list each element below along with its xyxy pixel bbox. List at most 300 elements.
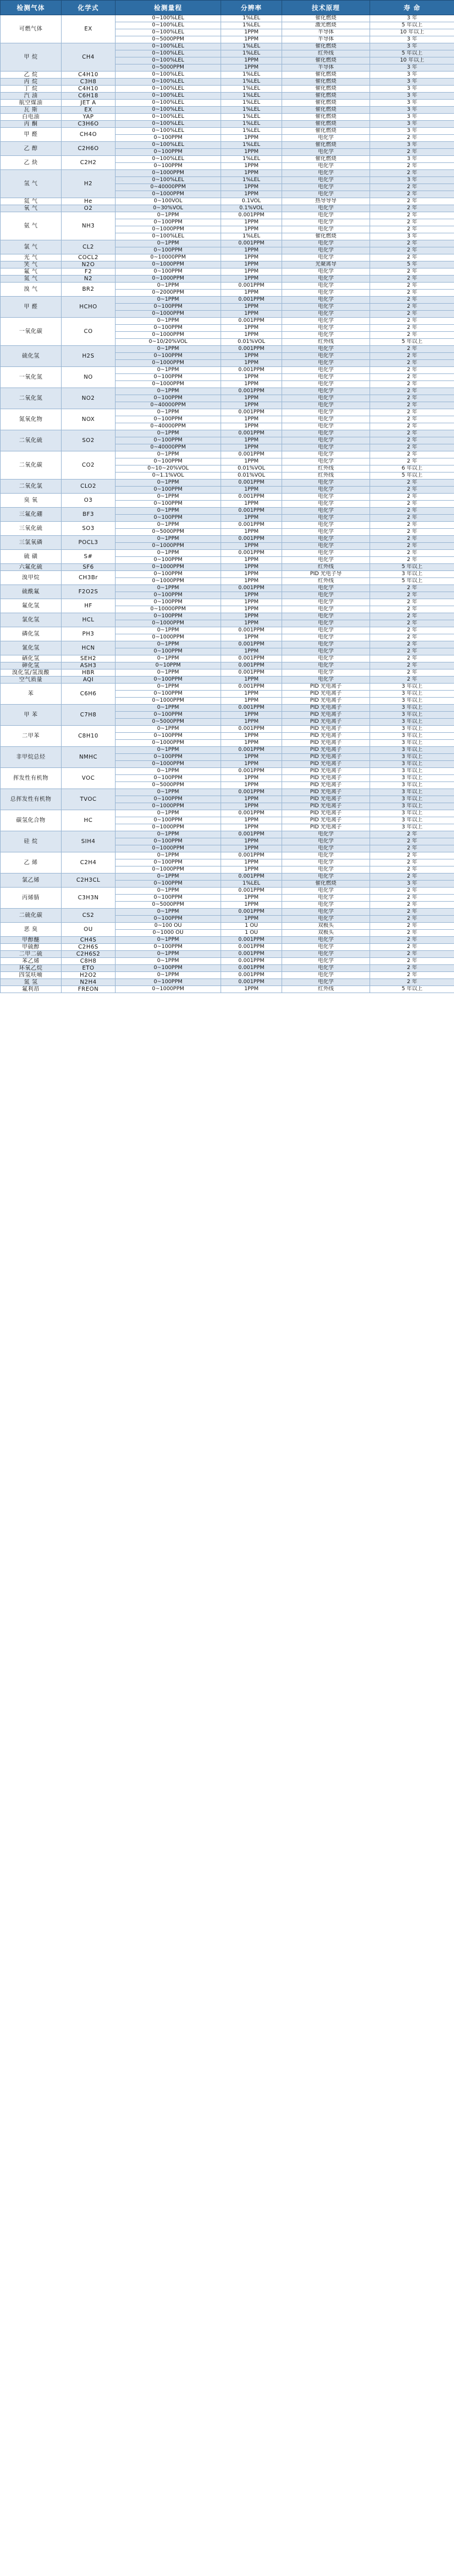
- cell-range: 0~1000PPM: [116, 311, 221, 318]
- cell-technology: 电化学: [282, 170, 370, 177]
- cell-technology: 电化学: [282, 944, 370, 951]
- cell-technology: PID 光电离子: [282, 775, 370, 782]
- cell-gas-name: 恶 臭: [1, 923, 62, 937]
- cell-gas-name: 氮氧化物: [1, 409, 62, 430]
- cell-technology: 电化学: [282, 444, 370, 451]
- cell-range: 0~1PPM: [116, 480, 221, 487]
- cell-resolution: 1PPM: [221, 149, 282, 156]
- cell-formula: OU: [62, 923, 116, 937]
- cell-gas-name: 甲 苯: [1, 705, 62, 726]
- cell-technology: 催化燃烧: [282, 15, 370, 22]
- table-row: [1, 789, 454, 796]
- table-row: [1, 346, 454, 353]
- cell-lifetime: 2 年: [370, 318, 454, 325]
- cell-resolution: 0.001PPM: [221, 494, 282, 501]
- table-row: [1, 641, 454, 648]
- cell-gas-name: 氯 气: [1, 240, 62, 254]
- cell-lifetime: 3 年: [370, 93, 454, 100]
- cell-lifetime: 2 年: [370, 170, 454, 177]
- cell-lifetime: 2 年: [370, 515, 454, 522]
- cell-formula: CH4: [62, 43, 116, 72]
- cell-resolution: 1PPM: [221, 866, 282, 874]
- cell-technology: 电化学: [282, 325, 370, 332]
- cell-range: 0~100%LEL: [116, 128, 221, 135]
- cell-range: 0~100%LEL: [116, 72, 221, 79]
- cell-gas-name: 甲醇醚: [1, 937, 62, 944]
- cell-technology: PID 光电离子: [282, 747, 370, 754]
- cell-resolution: 1PPM: [221, 796, 282, 803]
- cell-formula: C2H6O: [62, 142, 116, 156]
- cell-resolution: 1PPM: [221, 515, 282, 522]
- table-row: [1, 670, 454, 677]
- cell-lifetime: 3 年: [370, 128, 454, 135]
- cell-technology: 电化学: [282, 318, 370, 325]
- cell-range: 0~1000PPM: [116, 226, 221, 233]
- cell-gas-name: 硫化氢: [1, 346, 62, 367]
- cell-resolution: 0.001PPM: [221, 212, 282, 219]
- cell-gas-name: 氟 气: [1, 269, 62, 276]
- cell-lifetime: 3 年以上: [370, 705, 454, 712]
- cell-technology: 电化学: [282, 191, 370, 198]
- cell-range: 0~1000PPM: [116, 698, 221, 705]
- cell-lifetime: 2 年: [370, 494, 454, 501]
- cell-resolution: 1PPM: [221, 895, 282, 902]
- cell-gas-name: 航空煤油: [1, 100, 62, 107]
- cell-lifetime: 2 年: [370, 304, 454, 311]
- cell-technology: 电化学: [282, 965, 370, 972]
- cell-resolution: 1PPM: [221, 395, 282, 402]
- cell-technology: 电化学: [282, 304, 370, 311]
- cell-technology: 电化学: [282, 247, 370, 254]
- cell-lifetime: 2 年: [370, 290, 454, 297]
- cell-formula: C3H6O: [62, 121, 116, 128]
- cell-resolution: 1PPM: [221, 599, 282, 606]
- cell-lifetime: 2 年: [370, 451, 454, 458]
- cell-range: 0~100%LEL: [116, 177, 221, 184]
- table-row: [1, 205, 454, 212]
- cell-resolution: 1PPM: [221, 845, 282, 852]
- cell-resolution: 1PPM: [221, 458, 282, 465]
- cell-formula: C8H10: [62, 726, 116, 747]
- cell-lifetime: 3 年: [370, 233, 454, 240]
- cell-resolution: 0.001PPM: [221, 958, 282, 965]
- cell-formula: C3H3N: [62, 888, 116, 909]
- cell-resolution: 1PPM: [221, 290, 282, 297]
- cell-lifetime: 3 年: [370, 64, 454, 72]
- cell-resolution: 1PPM: [221, 712, 282, 719]
- cell-range: 0~100%LEL: [116, 86, 221, 93]
- table-row: [1, 655, 454, 662]
- table-row: [1, 114, 454, 121]
- cell-technology: PID 光电离子: [282, 796, 370, 803]
- cell-range: 0~100PPM: [116, 592, 221, 599]
- cell-gas-name: 一氧化氮: [1, 367, 62, 388]
- cell-resolution: 1PPM: [221, 170, 282, 177]
- cell-lifetime: 2 年: [370, 437, 454, 444]
- cell-formula: C4H10: [62, 72, 116, 79]
- cell-range: 0~5000PPM: [116, 902, 221, 909]
- cell-technology: 电化学: [282, 972, 370, 979]
- cell-range: 0~1PPM: [116, 585, 221, 592]
- cell-technology: 电化学: [282, 458, 370, 465]
- cell-technology: 电化学: [282, 606, 370, 613]
- cell-resolution: 0.001PPM: [221, 909, 282, 916]
- cell-technology: 电化学: [282, 332, 370, 339]
- cell-resolution: 1PPM: [221, 276, 282, 283]
- table-row: [1, 86, 454, 93]
- cell-gas-name: 氧 气: [1, 205, 62, 212]
- cell-range: 0~100PPM: [116, 247, 221, 254]
- cell-lifetime: 2 年: [370, 247, 454, 254]
- cell-technology: 电化学: [282, 374, 370, 381]
- cell-lifetime: 3 年以上: [370, 719, 454, 726]
- table-row: [1, 72, 454, 79]
- cell-range: 0~1000PPM: [116, 620, 221, 627]
- cell-lifetime: 10 年以上: [370, 29, 454, 36]
- cell-range: 0~100%LEL: [116, 156, 221, 163]
- cell-technology: 电化学: [282, 290, 370, 297]
- cell-gas-name: 四氢呋喃: [1, 972, 62, 979]
- cell-lifetime: 3 年: [370, 100, 454, 107]
- table-row: [1, 684, 454, 691]
- cell-gas-name: 甲硫醇: [1, 944, 62, 951]
- cell-lifetime: 3 年以上: [370, 803, 454, 810]
- cell-gas-name: 总挥发性有机物: [1, 789, 62, 810]
- cell-resolution: 1PPM: [221, 64, 282, 72]
- cell-lifetime: 2 年: [370, 888, 454, 895]
- cell-gas-name: 碳氢化合物: [1, 810, 62, 831]
- cell-lifetime: 2 年: [370, 536, 454, 543]
- cell-lifetime: 2 年: [370, 198, 454, 205]
- cell-resolution: 0.001PPM: [221, 430, 282, 437]
- cell-gas-name: 二氧化碳: [1, 451, 62, 480]
- cell-technology: 催化燃烧: [282, 142, 370, 149]
- cell-formula: NMHC: [62, 747, 116, 768]
- cell-technology: 光聚离导: [282, 261, 370, 269]
- cell-lifetime: 2 年: [370, 606, 454, 613]
- cell-lifetime: 5 年: [370, 261, 454, 269]
- cell-lifetime: 2 年: [370, 283, 454, 290]
- table-row: [1, 15, 454, 22]
- cell-resolution: 1PPM: [221, 754, 282, 761]
- cell-range: 0~1000PPM: [116, 360, 221, 367]
- cell-formula: CO2: [62, 451, 116, 480]
- cell-range: 0~100PPM: [116, 458, 221, 465]
- cell-technology: PID 光电离子: [282, 810, 370, 817]
- cell-technology: 电化学: [282, 226, 370, 233]
- cell-lifetime: 2 年: [370, 360, 454, 367]
- table-row: [1, 810, 454, 817]
- cell-resolution: 0.01%VOL: [221, 339, 282, 346]
- cell-technology: 催化燃烧: [282, 86, 370, 93]
- cell-lifetime: 2 年: [370, 297, 454, 304]
- cell-lifetime: 2 年: [370, 529, 454, 536]
- cell-range: 0~1000PPM: [116, 578, 221, 585]
- cell-formula: CO: [62, 318, 116, 346]
- cell-gas-name: 氯化氢: [1, 613, 62, 627]
- cell-technology: 电化学: [282, 627, 370, 634]
- cell-lifetime: 3 年: [370, 177, 454, 184]
- cell-lifetime: 2 年: [370, 874, 454, 881]
- cell-technology: 电化学: [282, 353, 370, 360]
- cell-range: 0~1000 OU: [116, 930, 221, 937]
- cell-range: 0~100%LEL: [116, 50, 221, 57]
- cell-resolution: 0.001PPM: [221, 670, 282, 677]
- cell-resolution: 1%LEL: [221, 128, 282, 135]
- cell-lifetime: 5 年以上: [370, 473, 454, 480]
- table-row: [1, 388, 454, 395]
- cell-lifetime: 2 年: [370, 866, 454, 874]
- cell-range: 0~1PPM: [116, 240, 221, 247]
- cell-resolution: 1%LEL: [221, 100, 282, 107]
- cell-lifetime: 2 年: [370, 402, 454, 409]
- cell-technology: 激光燃烧: [282, 22, 370, 29]
- cell-formula: TVOC: [62, 789, 116, 810]
- cell-technology: 电化学: [282, 592, 370, 599]
- cell-range: 0~1PPM: [116, 212, 221, 219]
- cell-resolution: 0.001PPM: [221, 409, 282, 416]
- cell-formula: N2: [62, 276, 116, 283]
- cell-gas-name: 磷化氢: [1, 627, 62, 641]
- cell-lifetime: 5 年以上: [370, 339, 454, 346]
- cell-lifetime: 2 年: [370, 831, 454, 838]
- cell-technology: 电化学: [282, 550, 370, 557]
- cell-range: 0~1PPM: [116, 852, 221, 859]
- cell-resolution: 1%LEL: [221, 86, 282, 93]
- cell-lifetime: 3 年: [370, 107, 454, 114]
- cell-formula: C6H18: [62, 93, 116, 100]
- cell-lifetime: 2 年: [370, 923, 454, 930]
- cell-resolution: 1PPM: [221, 677, 282, 684]
- cell-range: 0~100PPM: [116, 163, 221, 170]
- cell-range: 0~1PPM: [116, 550, 221, 557]
- cell-resolution: 0.001PPM: [221, 944, 282, 951]
- cell-technology: 热导导导: [282, 198, 370, 205]
- cell-technology: 催化燃烧: [282, 43, 370, 50]
- cell-range: 0~1PPM: [116, 536, 221, 543]
- cell-formula: FREON: [62, 986, 116, 993]
- cell-range: 0~2000PPM: [116, 290, 221, 297]
- cell-range: 0~100%LEL: [116, 57, 221, 64]
- cell-lifetime: 2 年: [370, 951, 454, 958]
- cell-technology: 电化学: [282, 845, 370, 852]
- cell-lifetime: 2 年: [370, 599, 454, 606]
- cell-lifetime: 2 年: [370, 522, 454, 529]
- cell-lifetime: 2 年: [370, 550, 454, 557]
- cell-range: 0~1000PPM: [116, 845, 221, 852]
- table-row: [1, 585, 454, 592]
- cell-range: 0~100 OU: [116, 923, 221, 930]
- cell-technology: 半导体: [282, 29, 370, 36]
- cell-technology: 电化学: [282, 859, 370, 866]
- cell-range: 0~1PPM: [116, 655, 221, 662]
- cell-resolution: 0.1%VOL: [221, 205, 282, 212]
- cell-lifetime: 3 年以上: [370, 698, 454, 705]
- cell-formula: EX: [62, 15, 116, 43]
- cell-technology: 电化学: [282, 177, 370, 184]
- cell-lifetime: 2 年: [370, 613, 454, 620]
- cell-lifetime: 2 年: [370, 240, 454, 247]
- cell-range: 0~100PPM: [116, 395, 221, 402]
- cell-range: 0~5000PPM: [116, 64, 221, 72]
- table-row: [1, 627, 454, 634]
- cell-lifetime: 2 年: [370, 916, 454, 923]
- cell-range: 0~40000PPM: [116, 184, 221, 191]
- cell-lifetime: 2 年: [370, 191, 454, 198]
- cell-lifetime: 3 年以上: [370, 726, 454, 733]
- cell-resolution: 1PPM: [221, 782, 282, 789]
- cell-technology: 电化学: [282, 254, 370, 261]
- cell-technology: PID 光电离子: [282, 705, 370, 712]
- cell-range: 0~100PPM: [116, 501, 221, 508]
- cell-technology: PID 光电离子: [282, 754, 370, 761]
- cell-range: 0~100PPM: [116, 733, 221, 740]
- cell-formula: SO3: [62, 522, 116, 536]
- cell-gas-name: 汽 油: [1, 93, 62, 100]
- table-row: [1, 705, 454, 712]
- cell-range: 0~100PPM: [116, 374, 221, 381]
- cell-range: 0~100PPM: [116, 648, 221, 655]
- cell-resolution: 1PPM: [221, 740, 282, 747]
- cell-technology: 催化燃烧: [282, 79, 370, 86]
- cell-lifetime: 2 年: [370, 620, 454, 627]
- cell-gas-name: 笑 气: [1, 261, 62, 269]
- cell-gas-name: 二氧化氮: [1, 388, 62, 409]
- cell-range: 0~100PPM: [116, 916, 221, 923]
- cell-resolution: 1%LEL: [221, 107, 282, 114]
- cell-resolution: 1PPM: [221, 571, 282, 578]
- cell-lifetime: 3 年以上: [370, 789, 454, 796]
- cell-technology: 电化学: [282, 135, 370, 142]
- cell-lifetime: 2 年: [370, 944, 454, 951]
- cell-resolution: 1PPM: [221, 648, 282, 655]
- cell-range: 0~1000PPM: [116, 276, 221, 283]
- cell-range: 0~1PPM: [116, 318, 221, 325]
- cell-technology: PID 光电离子: [282, 768, 370, 775]
- table-row: [1, 128, 454, 135]
- cell-technology: 电化学: [282, 958, 370, 965]
- cell-technology: 电化学: [282, 423, 370, 430]
- cell-lifetime: 6 年以上: [370, 465, 454, 473]
- table-row: [1, 951, 454, 958]
- cell-range: 0~100PPM: [116, 149, 221, 156]
- cell-range: 0~100PPM: [116, 775, 221, 782]
- cell-resolution: 1PPM: [221, 374, 282, 381]
- cell-range: 0~1PPM: [116, 409, 221, 416]
- cell-range: 0~100PPM: [116, 838, 221, 845]
- cell-technology: 电化学: [282, 395, 370, 402]
- cell-lifetime: 2 年: [370, 388, 454, 395]
- cell-range: 0~100PPM: [116, 796, 221, 803]
- cell-formula: F2O2S: [62, 585, 116, 599]
- cell-formula: H2: [62, 170, 116, 198]
- cell-range: 0~5000PPM: [116, 529, 221, 536]
- cell-technology: 电化学: [282, 205, 370, 212]
- cell-technology: 电化学: [282, 613, 370, 620]
- cell-formula: CLO2: [62, 480, 116, 494]
- cell-resolution: 0.001PPM: [221, 627, 282, 634]
- cell-lifetime: 2 年: [370, 902, 454, 909]
- cell-resolution: 1PPM: [221, 360, 282, 367]
- cell-gas-name: 丙 酮: [1, 121, 62, 128]
- cell-resolution: 1PPM: [221, 698, 282, 705]
- cell-technology: PID 光电离子: [282, 726, 370, 733]
- cell-range: 0~100%LEL: [116, 15, 221, 22]
- cell-range: 0~1PPM: [116, 768, 221, 775]
- table-row: [1, 944, 454, 951]
- cell-resolution: 1PPM: [221, 381, 282, 388]
- cell-range: 0~10000PPM: [116, 254, 221, 261]
- cell-range: 0~100%LEL: [116, 107, 221, 114]
- cell-resolution: 0.001PPM: [221, 367, 282, 374]
- cell-range: 0~1PPM: [116, 958, 221, 965]
- cell-resolution: 0.001PPM: [221, 810, 282, 817]
- cell-lifetime: 2 年: [370, 501, 454, 508]
- header-formula: 化学式: [62, 1, 116, 15]
- cell-lifetime: 2 年: [370, 958, 454, 965]
- cell-lifetime: 2 年: [370, 458, 454, 465]
- cell-gas-name: 二硫化碳: [1, 909, 62, 923]
- cell-lifetime: 3 年: [370, 121, 454, 128]
- cell-lifetime: 2 年: [370, 367, 454, 374]
- cell-technology: 电化学: [282, 276, 370, 283]
- cell-lifetime: 2 年: [370, 423, 454, 430]
- cell-technology: PID 光电离子: [282, 719, 370, 726]
- cell-range: 0~100%LEL: [116, 22, 221, 29]
- cell-formula: HCL: [62, 613, 116, 627]
- cell-technology: PID 光电离子: [282, 698, 370, 705]
- table-row: [1, 318, 454, 325]
- cell-formula: F2: [62, 269, 116, 276]
- cell-range: 0~1000PPM: [116, 543, 221, 550]
- table-row: [1, 430, 454, 437]
- cell-technology: 电化学: [282, 895, 370, 902]
- cell-lifetime: 2 年: [370, 480, 454, 487]
- cell-lifetime: 3 年以上: [370, 817, 454, 824]
- table-row: [1, 367, 454, 374]
- cell-gas-name: 氢 气: [1, 170, 62, 198]
- cell-technology: 催化燃烧: [282, 57, 370, 64]
- cell-resolution: 1PPM: [221, 986, 282, 993]
- table-row: [1, 43, 454, 50]
- cell-technology: 电化学: [282, 430, 370, 437]
- cell-resolution: 1PPM: [221, 254, 282, 261]
- cell-technology: 催化燃烧: [282, 100, 370, 107]
- cell-range: 0~100PPM: [116, 599, 221, 606]
- cell-resolution: 1PPM: [221, 226, 282, 233]
- cell-lifetime: 2 年: [370, 487, 454, 494]
- cell-resolution: 1%LEL: [221, 233, 282, 240]
- cell-resolution: 1%LEL: [221, 114, 282, 121]
- cell-resolution: 1PPM: [221, 916, 282, 923]
- cell-gas-name: 一氧化碳: [1, 318, 62, 346]
- cell-resolution: 1PPM: [221, 184, 282, 191]
- cell-range: 0~1PPM: [116, 670, 221, 677]
- cell-formula: N2O: [62, 261, 116, 269]
- cell-lifetime: 3 年: [370, 142, 454, 149]
- cell-range: 0~100PPM: [116, 515, 221, 522]
- cell-range: 0~100PPM: [116, 817, 221, 824]
- cell-resolution: 1%LEL: [221, 43, 282, 50]
- cell-resolution: 0.001PPM: [221, 297, 282, 304]
- cell-lifetime: 2 年: [370, 381, 454, 388]
- cell-range: 0~1PPM: [116, 726, 221, 733]
- cell-range: 0~100%LEL: [116, 29, 221, 36]
- cell-technology: 电化学: [282, 979, 370, 986]
- cell-range: 0~10/20%VOL: [116, 339, 221, 346]
- cell-resolution: 1%LEL: [221, 22, 282, 29]
- cell-lifetime: 3 年以上: [370, 571, 454, 578]
